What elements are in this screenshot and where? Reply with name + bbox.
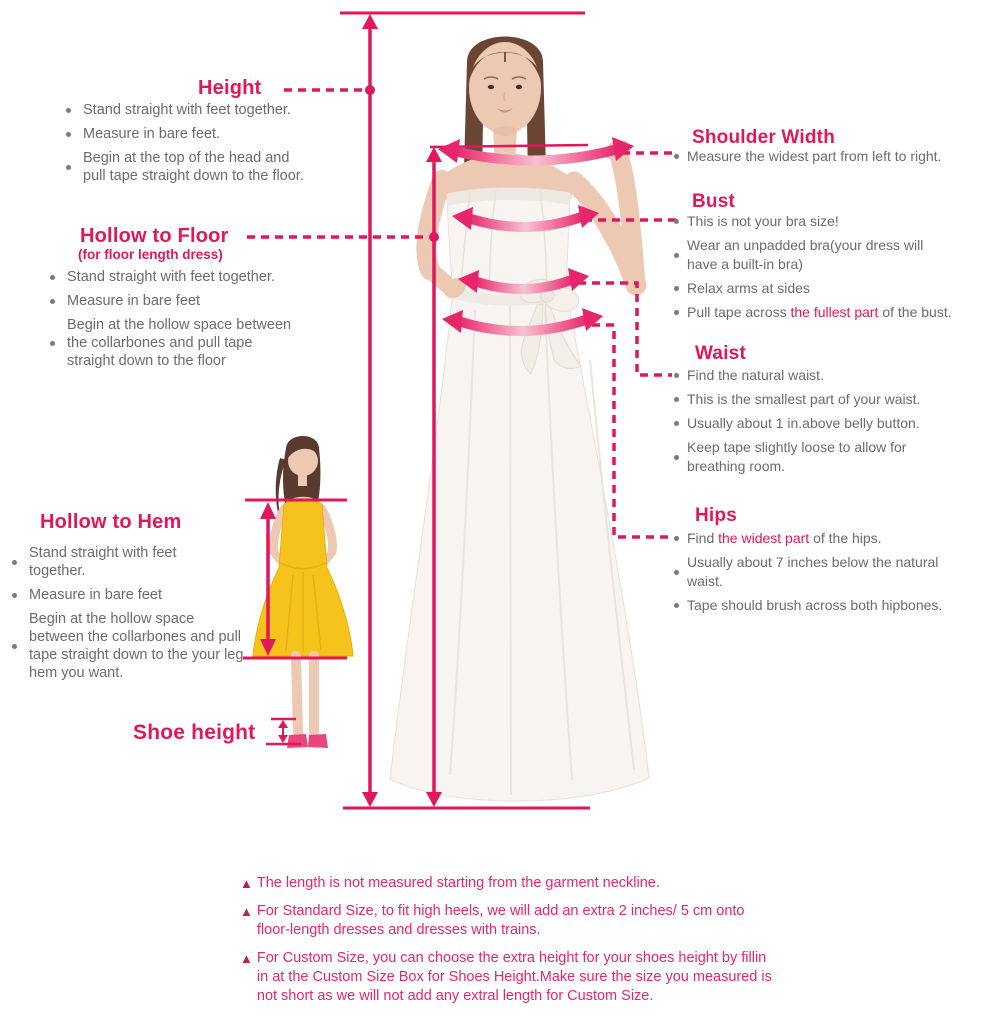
waist-section-title: Waist xyxy=(695,343,746,364)
warning-triangle-icon: ▲ xyxy=(240,876,253,891)
list-item: Find the widest part of the hips. xyxy=(674,529,942,548)
bullet-dot-icon xyxy=(674,397,679,402)
bullet-dot-icon xyxy=(66,165,71,170)
hips-bullet-list xyxy=(674,529,942,620)
hem-arrow-up xyxy=(260,502,276,519)
bullet-dot-icon xyxy=(50,275,55,280)
hollow-to-floor-subtitle: (for floor length dress) xyxy=(78,247,223,262)
list-item: This is the smallest part of your waist. xyxy=(674,390,920,409)
list-item: Usually about 1 in.above belly button. xyxy=(674,414,920,433)
hollow-arrow-down xyxy=(426,792,442,807)
bullet-dot-icon xyxy=(674,536,679,541)
bullet-dot-icon xyxy=(674,570,679,575)
bullet-dot-icon xyxy=(674,253,679,258)
list-item: Stand straight with feet together. xyxy=(12,544,243,580)
hollow-to-floor-bullet-list xyxy=(50,268,291,376)
list-item: Begin at the hollow space between the collarbones and pull tape straight down to the floor xyxy=(50,316,291,370)
bullet-dot-icon xyxy=(674,310,679,315)
shoulder-width-section-title: Shoulder Width xyxy=(692,127,835,148)
bullet-dot-icon xyxy=(12,593,17,598)
bullet-dot-icon xyxy=(674,455,679,460)
shoe-height-section-title: Shoe height xyxy=(133,721,256,744)
hollow-connector-dot xyxy=(429,232,439,242)
bullet-dot-icon xyxy=(12,644,17,649)
hips-section-title: Hips xyxy=(695,505,737,526)
list-item: This is not your bra size! xyxy=(674,212,952,231)
bullet-dot-icon xyxy=(674,286,679,291)
list-item: Find the natural waist. xyxy=(674,366,920,385)
note-item: ▲ For Standard Size, to fit high heels, we will add an extra 2 inches/ 5 cm onto floor-length dresses and dresses with trains. xyxy=(240,903,745,938)
list-item: Relax arms at sides xyxy=(674,279,952,298)
bullet-dot-icon xyxy=(50,299,55,304)
list-item: Keep tape slightly loose to allow for breathing room. xyxy=(674,438,920,476)
note-item: ▲ The length is not measured starting from the garment neckline. xyxy=(240,875,660,891)
shoe-arrow-up xyxy=(278,720,288,728)
bullet-dot-icon xyxy=(674,373,679,378)
bullet-dot-icon xyxy=(674,603,679,608)
notes-section xyxy=(240,874,772,1015)
bullet-dot-icon xyxy=(674,219,679,224)
height-arrow-up xyxy=(362,14,378,29)
list-item: Stand straight with feet together. xyxy=(66,101,304,119)
hollow-to-hem-bullet-list xyxy=(12,544,243,688)
bullet-dot-icon xyxy=(674,154,679,159)
list-item: Wear an unpadded bra(your dress will have a built-in bra) xyxy=(674,236,952,274)
bullet-dot-icon xyxy=(12,560,17,565)
bullet-dot-icon xyxy=(674,421,679,426)
warning-triangle-icon: ▲ xyxy=(240,904,253,919)
bust-bullet-list xyxy=(674,212,952,327)
list-item: Tape should brush across both hipbones. xyxy=(674,596,942,615)
list-item: Measure the widest part from left to right. xyxy=(674,147,941,166)
bullet-dot-icon xyxy=(66,132,71,137)
hollow-to-floor-section-title: Hollow to Floor xyxy=(80,225,229,247)
waist-bullet-list xyxy=(674,366,920,481)
note-item: ▲ For Custom Size, you can choose the extra height for your shoes height by fillin in at the Custom Size Box for Shoes Height.Make sure the size you measured is not short as we will not add any extral length for Custom Size. xyxy=(240,950,772,1004)
height-section-title: Height xyxy=(198,77,262,99)
shoulder-width-bullet-list xyxy=(674,147,941,171)
list-item: Stand straight with feet together. xyxy=(50,268,291,286)
height-arrow-down xyxy=(362,792,378,807)
bullet-dot-icon xyxy=(66,108,71,113)
list-item: Pull tape across the fullest part of the bust. xyxy=(674,303,952,322)
bust-section-title: Bust xyxy=(692,191,736,212)
list-item: Begin at the hollow space between the collarbones and pull tape straight down to the your leg hem you want. xyxy=(12,610,243,682)
list-item: Measure in bare feet. xyxy=(66,125,304,143)
warning-triangle-icon: ▲ xyxy=(240,951,253,966)
height-bullet-list xyxy=(66,101,304,191)
list-item: Measure in bare feet xyxy=(50,292,291,310)
list-item: Begin at the top of the head and pull tape straight down to the floor. xyxy=(66,149,304,185)
height-connector-dot xyxy=(365,85,375,95)
list-item: Usually about 7 inches below the natural waist. xyxy=(674,553,942,591)
waist-dashes xyxy=(578,283,672,375)
hollow-to-hem-section-title: Hollow to Hem xyxy=(40,511,182,533)
highlight-text: the widest part xyxy=(718,530,810,546)
bullet-dot-icon xyxy=(50,341,55,346)
list-item: Measure in bare feet xyxy=(12,586,243,604)
shoe-arrow-down xyxy=(278,735,288,743)
highlight-text: the fullest part xyxy=(790,304,879,320)
